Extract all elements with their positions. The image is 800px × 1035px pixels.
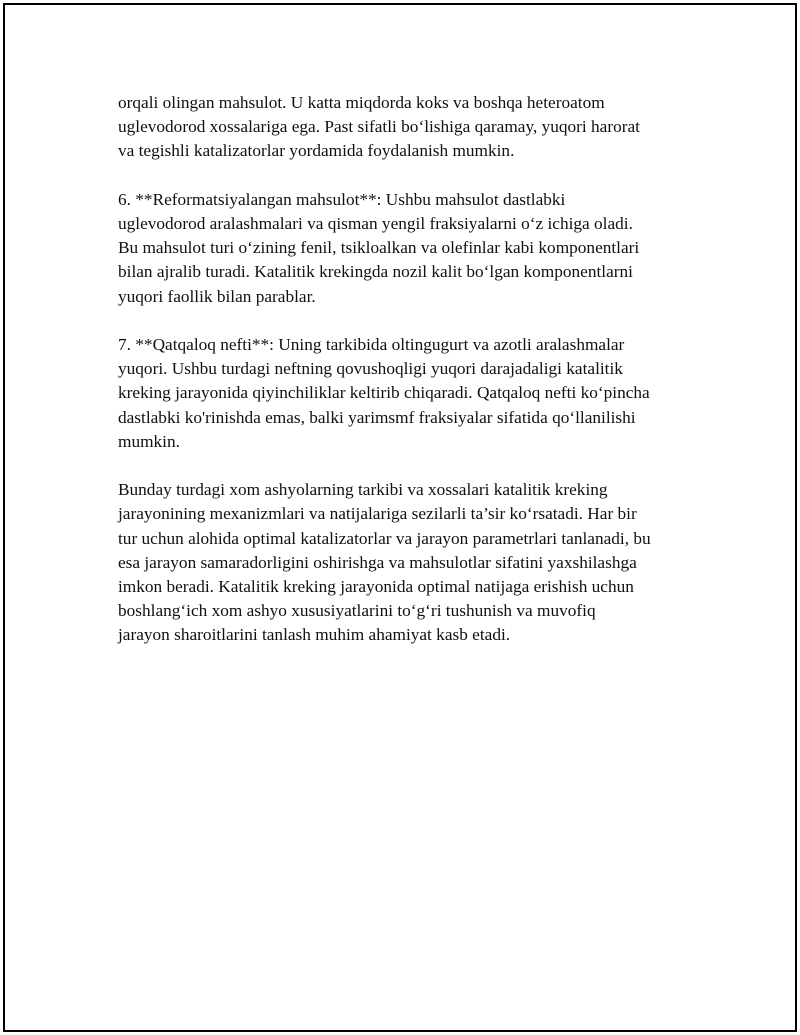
text-line: jarayonining mexanizmlari va natijalariga sezilarli ta’sir ko‘rsatadi. Har bir: [118, 504, 637, 524]
text-line: Bunday turdagi xom ashyolarning tarkibi va xossalari katalitik kreking: [118, 480, 608, 500]
text-line: dastlabki ko'rinishda emas, balki yarimsmf fraksiyalar sifatida qo‘llanilishi: [118, 407, 636, 427]
text-line: va tegishli katalizatorlar yordamida foydalanish mumkin.: [118, 141, 515, 161]
text-line: uglevodorod xossalariga ega. Past sifatli bo‘lishiga qaramay, yuqori harorat: [118, 117, 640, 137]
text-line: yuqori. Ushbu turdagi neftning qovushoqligi yuqori darajadaligi katalitik: [118, 359, 623, 379]
text-line: esa jarayon samaradorligini oshirishga va mahsulotlar sifatini yaxshilashga: [118, 552, 637, 572]
text-line: kreking jarayonida qiyinchiliklar keltirib chiqaradi. Qatqaloq nefti ko‘pincha: [118, 383, 650, 403]
text-line: mumkin.: [118, 431, 180, 451]
paragraph-conclusion: [118, 478, 688, 647]
paragraph-item-7: [118, 333, 688, 454]
text-line: orqali olingan mahsulot. U katta miqdorda koks va boshqa heteroatom: [118, 93, 605, 112]
text-line: 6. **Reformatsiyalangan mahsulot**: Ushbu mahsulot dastlabki: [118, 189, 566, 209]
text-line: bilan ajralib turadi. Katalitik krekingda nozil kalit bo‘lgan komponentlarni: [118, 262, 633, 282]
document-body: [118, 91, 688, 672]
text-line: boshlang‘ich xom ashyo xususiyatlarini to‘g‘ri tushunish va muvofiq: [118, 601, 596, 621]
paragraph-continuation: [118, 91, 688, 164]
text-line: jarayon sharoitlarini tanlash muhim ahamiyat kasb etadi.: [118, 625, 511, 645]
text-line: yuqori faollik bilan parablar.: [118, 286, 316, 306]
text-line: Bu mahsulot turi o‘zining fenil, tsikloalkan va olefinlar kabi komponentlari: [118, 238, 640, 258]
text-line: 7. **Qatqaloq nefti**: Uning tarkibida oltingugurt va azotli aralashmalar: [118, 335, 625, 354]
text-line: imkon beradi. Katalitik kreking jarayonida optimal natijaga erishish uchun: [118, 577, 634, 597]
text-line: tur uchun alohida optimal katalizatorlar va jarayon parametrlari tanlanadi, bu: [118, 528, 651, 548]
paragraph-item-6: [118, 188, 688, 309]
text-line: uglevodorod aralashmalari va qisman yengil fraksiyalarni o‘z ichiga oladi.: [118, 214, 633, 233]
